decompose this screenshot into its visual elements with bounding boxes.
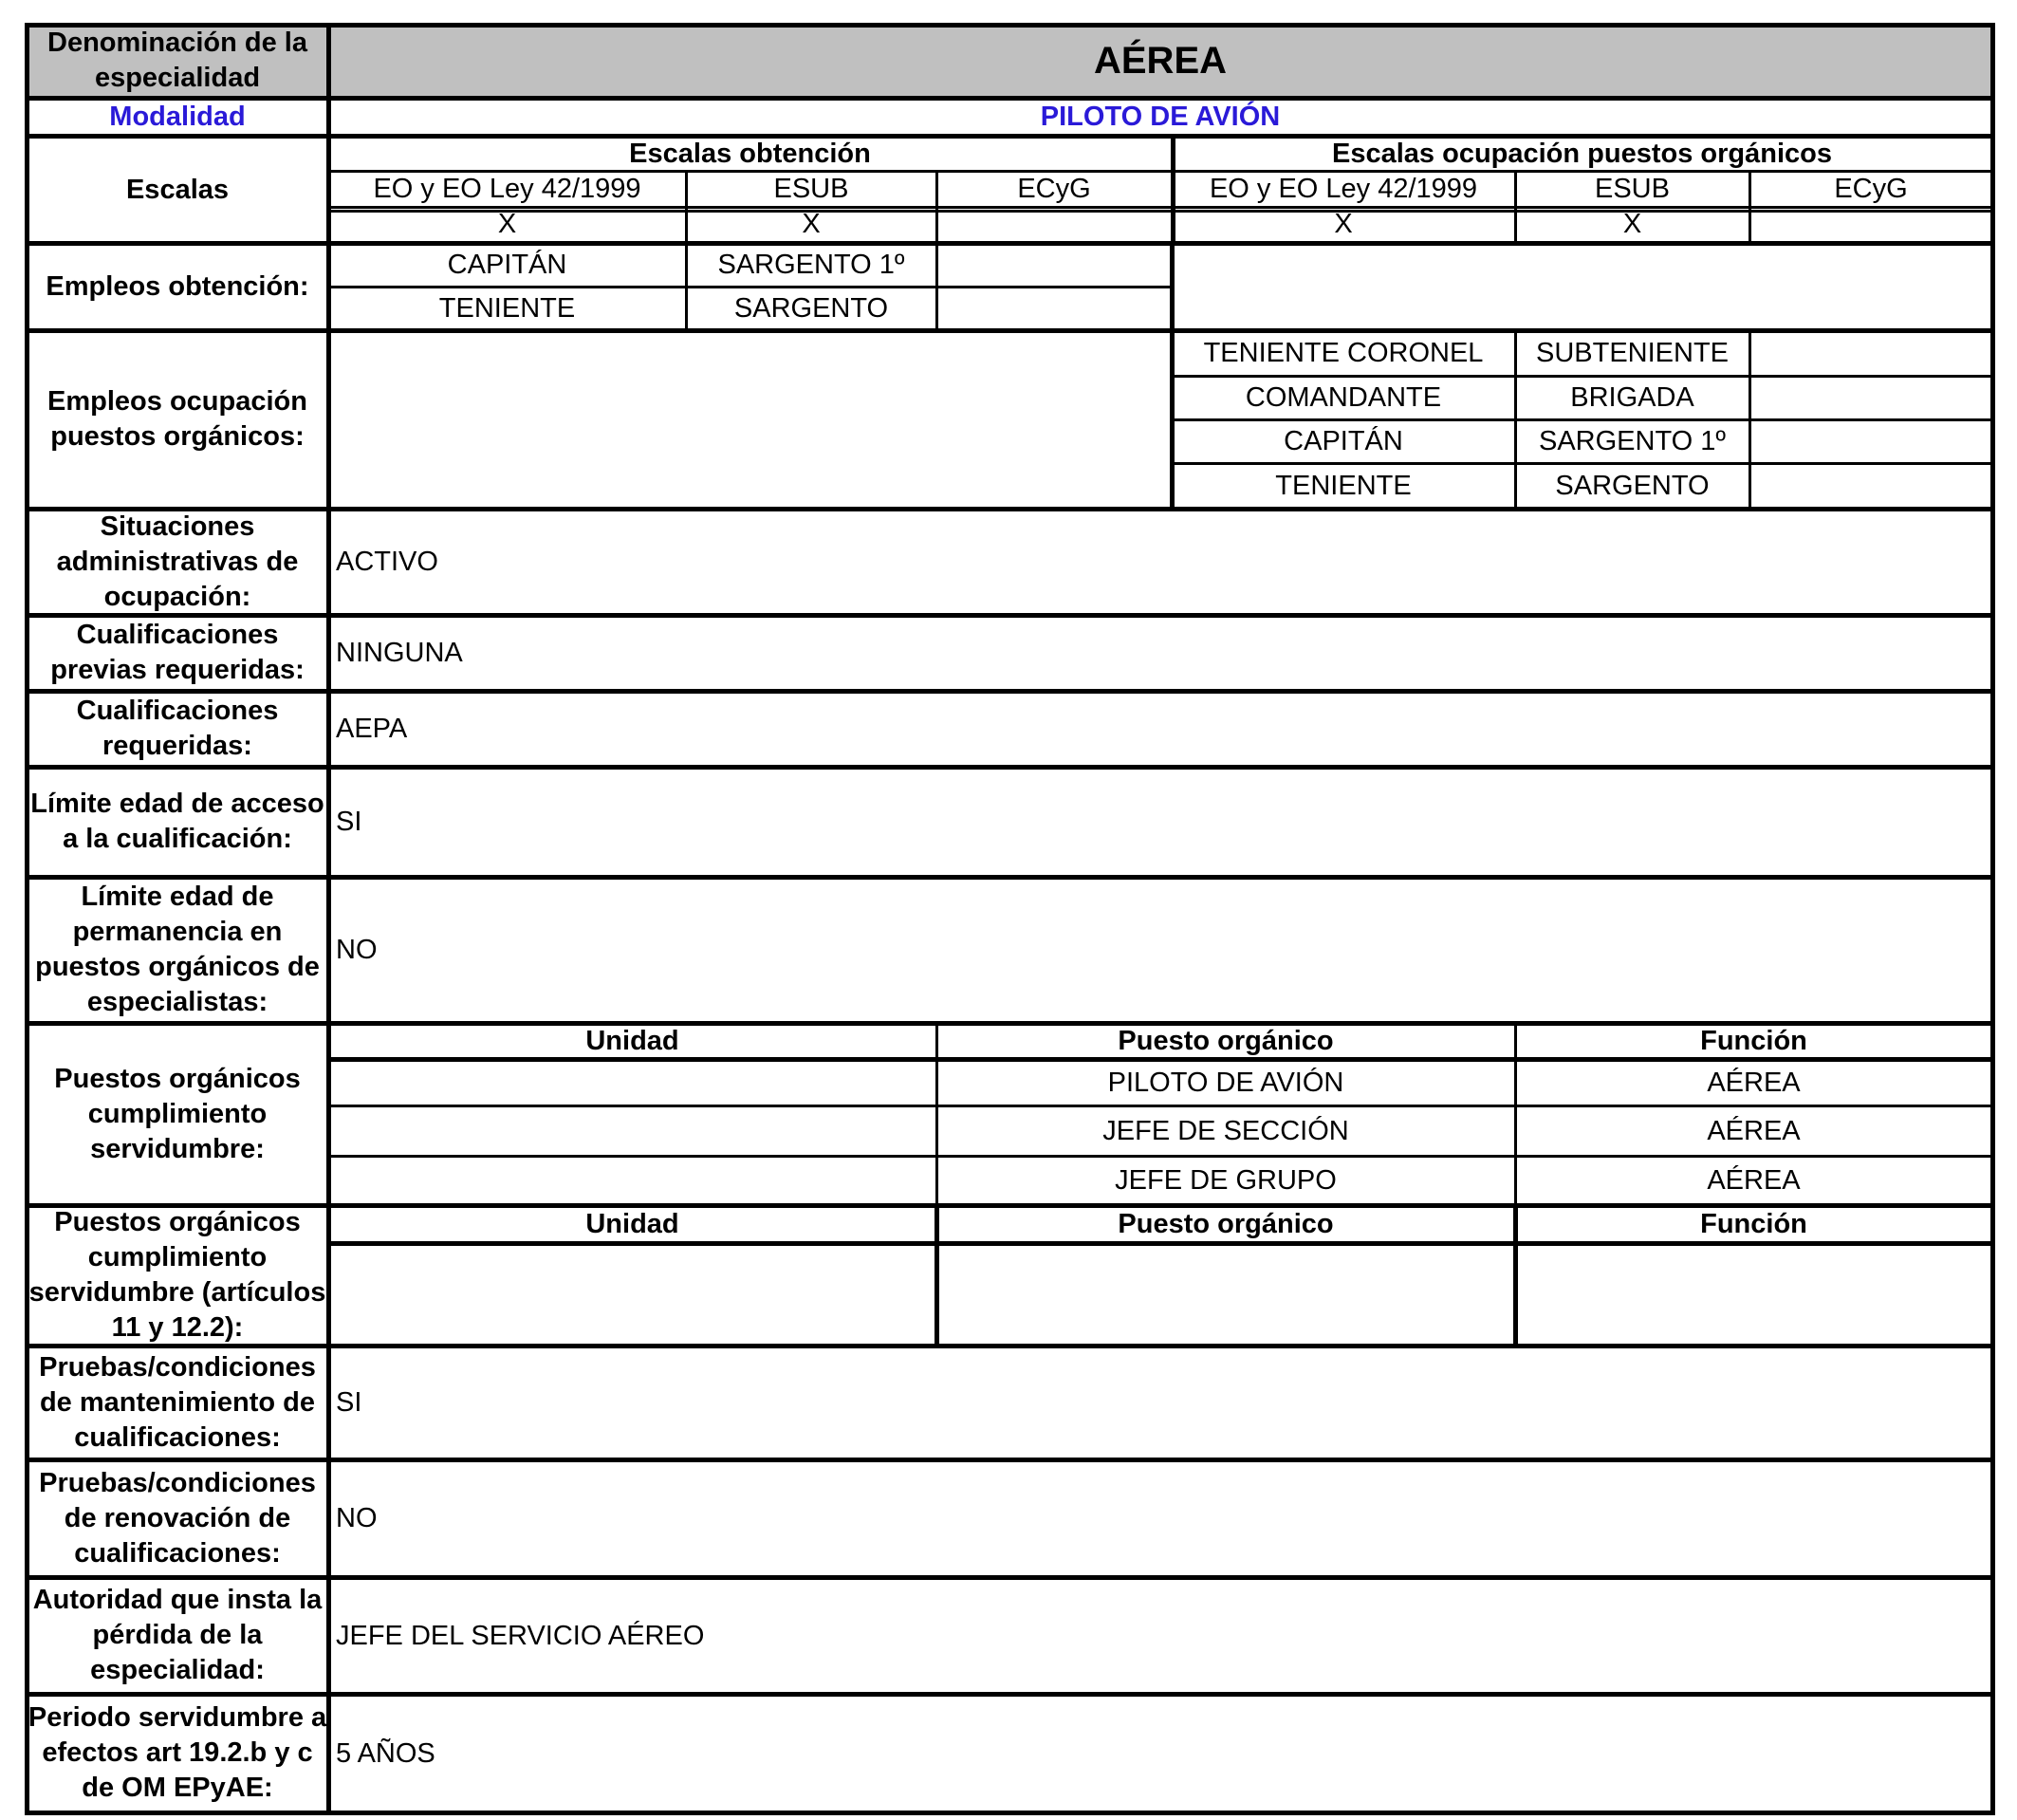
escala-mark: X bbox=[1334, 209, 1353, 239]
puestos-header: Puesto orgánico bbox=[1118, 1026, 1334, 1056]
field-label-limite_permanencia: Límite edad de permanencia en puestos orgánicos de especialistas: bbox=[35, 882, 320, 1017]
puestos-cell: JEFE DE SECCIÓN bbox=[1102, 1115, 1349, 1146]
field-label-pruebas_mantenimiento: Pruebas/condiciones de mantenimiento de cualificaciones: bbox=[39, 1351, 316, 1453]
empleo-obtencion-cell: SARGENTO 1º bbox=[717, 250, 905, 280]
field-value-cualif_previas: NINGUNA bbox=[336, 638, 463, 668]
field-label-autoridad: Autoridad que insta la pérdida de la especialidad: bbox=[32, 1585, 323, 1685]
field-value-autoridad: JEFE DEL SERVICIO AÉREO bbox=[336, 1620, 705, 1651]
puestos-cell bbox=[328, 1105, 936, 1156]
escalas-ocupacion-header: Escalas ocupación puestos orgánicos bbox=[1332, 138, 1832, 169]
empleo-obtencion-cell: TENIENTE bbox=[438, 293, 576, 324]
escalas-label: Escalas bbox=[125, 174, 230, 205]
puestos-articulos-header: Función bbox=[1700, 1209, 1807, 1239]
empleo-ocupacion-cell bbox=[1749, 376, 1992, 419]
puestos-cell: JEFE DE GRUPO bbox=[1115, 1165, 1337, 1196]
modalidad-label: Modalidad bbox=[109, 102, 246, 132]
empleo-ocupacion-cell bbox=[1749, 419, 1992, 463]
field-label-situaciones: Situaciones administrativas de ocupación: bbox=[56, 511, 299, 612]
empleo-obtencion-cell: CAPITÁN bbox=[447, 250, 567, 280]
empleos-ocupacion-label: Empleos ocupación puestos orgánicos: bbox=[47, 386, 307, 452]
field-value-pruebas_renovacion: NO bbox=[336, 1503, 378, 1533]
field-value-pruebas_mantenimiento: SI bbox=[336, 1387, 362, 1418]
puestos-cell: PILOTO DE AVIÓN bbox=[1107, 1067, 1344, 1098]
puestos-articulos-cell bbox=[936, 1243, 1515, 1346]
empleo-ocupacion-cell: BRIGADA bbox=[1570, 382, 1694, 413]
field-label-pruebas_renovacion: Pruebas/condiciones de renovación de cualificaciones: bbox=[39, 1467, 316, 1569]
field-value-limite_acceso: SI bbox=[336, 807, 362, 837]
field-label-periodo: Periodo servidumbre a efectos art 19.2.b y c de OM EPyAE: bbox=[28, 1702, 327, 1803]
escala-column-header: ECyG bbox=[1017, 174, 1091, 204]
field-value-cualif_requeridas: AEPA bbox=[336, 714, 408, 744]
puestos-cell bbox=[328, 1059, 936, 1105]
escala-column-header: ECyG bbox=[1834, 174, 1908, 204]
escalas-obtencion-header: Escalas obtención bbox=[629, 138, 871, 169]
empleo-ocupacion-cell: SUBTENIENTE bbox=[1535, 338, 1730, 368]
puestos-cell: AÉREA bbox=[1707, 1115, 1801, 1146]
field-value-periodo: 5 AÑOS bbox=[336, 1737, 435, 1769]
puestos-articulos-label: Puestos orgánicos cumplimiento servidumbre (artículos 11 y 12.2): bbox=[28, 1207, 326, 1343]
escala-mark bbox=[936, 206, 1172, 242]
puestos-cell: AÉREA bbox=[1707, 1067, 1801, 1098]
puestos-cell: AÉREA bbox=[1707, 1165, 1801, 1196]
escala-mark: X bbox=[802, 209, 821, 239]
empleo-obtencion-cell bbox=[936, 287, 1172, 330]
escala-column-header: EO y EO Ley 42/1999 bbox=[1209, 174, 1478, 204]
empleo-ocupacion-cell: TENIENTE CORONEL bbox=[1203, 338, 1484, 368]
empleo-ocupacion-cell: COMANDANTE bbox=[1245, 382, 1442, 413]
empleo-obtencion-cell: SARGENTO bbox=[733, 293, 889, 324]
escala-mark bbox=[1749, 206, 1992, 242]
empleo-ocupacion-cell: CAPITÁN bbox=[1284, 426, 1403, 456]
field-value-situaciones: ACTIVO bbox=[336, 547, 438, 577]
field-label-limite_acceso: Límite edad de acceso a la cualificación: bbox=[30, 789, 324, 854]
field-label-cualif_requeridas: Cualificaciones requeridas: bbox=[76, 696, 279, 761]
field-label-cualif_previas: Cualificaciones previas requeridas: bbox=[50, 620, 305, 685]
puestos-servidumbre-label: Puestos orgánicos cumplimiento servidumbre: bbox=[54, 1063, 301, 1164]
escala-column-header: EO y EO Ley 42/1999 bbox=[373, 174, 641, 204]
specialty-title: AÉREA bbox=[1093, 39, 1228, 82]
puestos-articulos-header: Puesto orgánico bbox=[1118, 1209, 1334, 1239]
puestos-articulos-header: Unidad bbox=[585, 1209, 679, 1239]
escala-mark: X bbox=[1622, 209, 1642, 239]
empleo-ocupacion-cell: SARGENTO 1º bbox=[1539, 426, 1726, 456]
puestos-articulos-cell bbox=[1515, 1243, 1992, 1346]
puestos-header: Función bbox=[1700, 1026, 1807, 1056]
escala-column-header: ESUB bbox=[1595, 174, 1670, 204]
empleo-ocupacion-cell: TENIENTE bbox=[1275, 471, 1412, 501]
puestos-cell bbox=[328, 1156, 936, 1205]
empleo-obtencion-cell bbox=[936, 243, 1172, 287]
field-value-limite_permanencia: NO bbox=[336, 935, 378, 965]
empleos-obtencion-label: Empleos obtención: bbox=[46, 271, 309, 302]
denominacion-label: Denominación de la especialidad bbox=[47, 27, 307, 93]
escala-column-header: ESUB bbox=[773, 174, 849, 204]
modalidad-value: PILOTO DE AVIÓN bbox=[1040, 102, 1281, 132]
escala-mark: X bbox=[497, 209, 517, 239]
empleo-ocupacion-cell: SARGENTO bbox=[1555, 471, 1710, 501]
empleo-ocupacion-cell bbox=[1749, 463, 1992, 509]
puestos-header: Unidad bbox=[585, 1026, 679, 1056]
puestos-articulos-cell bbox=[328, 1243, 936, 1346]
empleo-ocupacion-cell bbox=[1749, 330, 1992, 376]
